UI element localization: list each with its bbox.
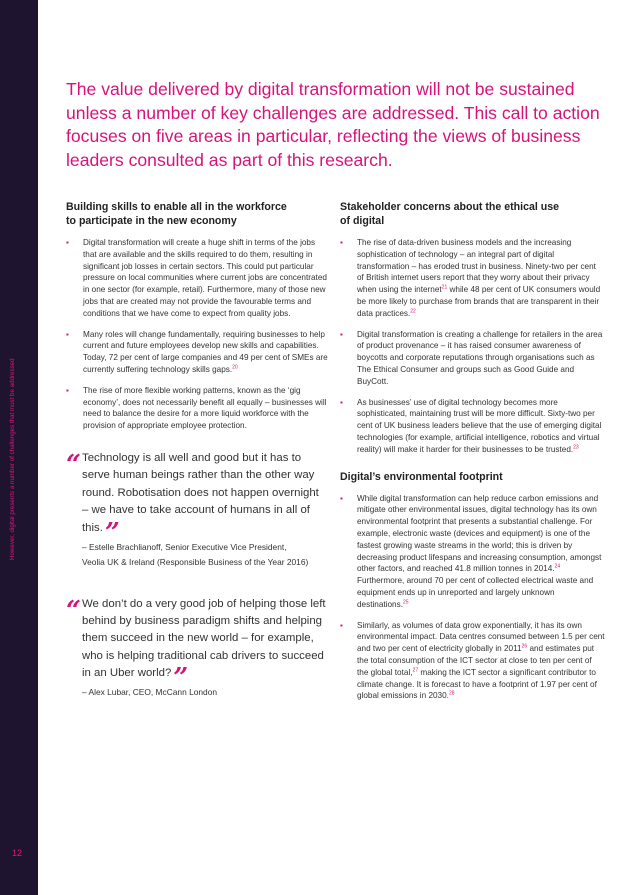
bullet-icon: ▪: [66, 329, 69, 339]
bullet-text: The rise of more flexible working patterns, known as the ‘gig economy’, does not necessarily benefit all equally – businesses will need to balance the desire for a more liquid workforce with the provision of appropriate employee protection.: [83, 385, 327, 431]
bullet-text: Digital transformation will create a huge shift in terms of the jobs that are available and the skills required to do them, resulting in significant job losses in certain sectors. This could put particular pressure on local communities where current jobs are concentrated in one sector (for example, retail). Furthermore, many of those new jobs that are created may not provide the favourable terms and conditions that we have come to expect from quality jobs.: [83, 238, 327, 318]
heading-line: of digital: [340, 215, 385, 227]
environment-heading: Digital’s environmental footprint: [340, 470, 503, 483]
heading-line: Stakeholder concerns about the ethical use: [340, 201, 559, 213]
environment-section: [340, 470, 605, 703]
list-item: [66, 237, 328, 320]
bullet-icon: ▪: [340, 493, 343, 503]
list-item: [66, 329, 328, 376]
page-number: 12: [12, 848, 23, 858]
footnote-ref: 20: [232, 364, 238, 371]
list-item: ▪ Digital transformation is creating a challenge for retailers in the area of product provenance – it has raised consumer awareness of boycotts and corporate reputations through organisations such as The Ethical Consumer and groups such as Good Guide and BuyCott.: [340, 329, 603, 386]
open-quote-icon: “: [66, 595, 81, 626]
list-item: ▪ As businesses’ use of digital technology becomes more sophisticated, maintaining trust will be more difficult. Sixty-two per cent of UK business leaders believe that the use of emerging digital technologies (for example, artificial intelligence, robotics and virtual reality) will make it harder for their businesses to be trusted.$^{23}$: [340, 397, 602, 454]
close-quote-icon: ”: [173, 663, 189, 694]
bullet-icon: ▪: [340, 620, 343, 630]
ethics-bullets: [340, 237, 605, 456]
list-item: ▪ The rise of data-driven business models and the increasing sophistication of technology – an integral part of digital transformation – has eroded trust in business. Ninety-two per cent of British internet users report that they worry about their privacy when using the internet$^{21}$ while 48 per cent of UK consumers would be more likely to purchase from brands that are transparent in their data practices.$^{22}$: [340, 238, 601, 318]
quote-text: Technology is all well and good but it has to serve human beings rather than the other way round. Robotisation does not happen overnight – we have to take account of humans in all of this.”: [82, 451, 319, 548]
pull-quote: [66, 450, 328, 570]
close-quote-icon: ”: [104, 517, 120, 548]
pull-quote: [66, 596, 328, 701]
quote-attribution: – Alex Lubar, CEO, McCann London: [82, 687, 218, 698]
bullet-text: Many roles will change fundamentally, requiring businesses to help current and future employees develop new skills and capabilities. Today, 72 per cent of large companies and 49 per cent of SMEs are currently suffering technology skills gaps.: [83, 329, 328, 374]
list-item: [66, 385, 328, 432]
footnote-ref: 23: [573, 444, 579, 451]
bullet-icon: ▪: [340, 397, 343, 407]
bullet-icon: ▪: [340, 329, 343, 339]
bullet-icon: ▪: [66, 238, 69, 247]
open-quote-icon: “: [66, 449, 81, 480]
ethics-heading: [340, 200, 605, 228]
quote-attribution: – Estelle Brachlianoff, Senior Executive Vice President, Veolia UK & Ireland (Responsible Business of the Year 2016): [82, 541, 309, 567]
bullet-icon: ▪: [66, 385, 69, 395]
running-header: However, digital presents a number of challenges that must be addressed: [9, 358, 16, 560]
skills-heading: [66, 200, 328, 228]
environment-bullets: [340, 493, 605, 703]
footnote-ref: 21: [441, 284, 448, 291]
list-item: ▪ Similarly, as volumes of data grow exponentially, it has its own environmental impact. Data centres consumed between 1.5 per cent and two per cent of electricity globally in 2011$^{26}$ and estimates put the total consumption of the ICT sector at close to ten per cent of the global total,$^{27}$ making the ICT sector a significant contributor to climate change. It is forecast to have a footprint of 1.97 per cent of global emissions in 2030.28: [340, 620, 605, 701]
footnote-ref: 26: [521, 643, 528, 650]
left-column: [66, 200, 328, 700]
footnote-ref: 27: [412, 666, 419, 673]
quote-text: We don’t do a very good job of helping those left behind by business paradigm shifts and helping them succeed in the new world – for example, who is helping traditional cab drivers to succeed in an Uber world?”: [82, 597, 326, 694]
skills-bullets: [66, 237, 328, 432]
list-item: ▪ While digital transformation can help reduce carbon emissions and mitigate other environmental issues, digital technology has its own environmental footprint that presents a substantial challenge. For example, electronic waste (devices and equipment) is one of the fastest growing waste streams in the world; this is driven by decreasing product lifespans and increasing consumption, amongst other factors, and reached 41.8 million tonnes in 2014.24 Furthermore, around 70 per cent of collected electrical waste and equipment ends up in unreported and largely unknown destinations.$^{25}$: [340, 493, 602, 609]
footnote-ref: 22: [410, 308, 416, 315]
heading-line: to participate in the new economy: [66, 215, 237, 227]
footnote-ref: 25: [402, 598, 409, 605]
bullet-icon: ▪: [340, 238, 343, 247]
sidebar: [0, 0, 38, 895]
footnote-ref: 24: [554, 563, 561, 570]
heading-line: Building skills to enable all in the workforce: [66, 201, 287, 213]
intro-statement: The value delivered by digital transformation will not be sustained unless a number of key challenges are addressed. This call to action focuses on five areas in particular, reflecting the views of business leaders consulted as part of this research.: [66, 79, 600, 170]
right-column: [340, 200, 605, 711]
footnote-ref: 28: [448, 690, 455, 697]
